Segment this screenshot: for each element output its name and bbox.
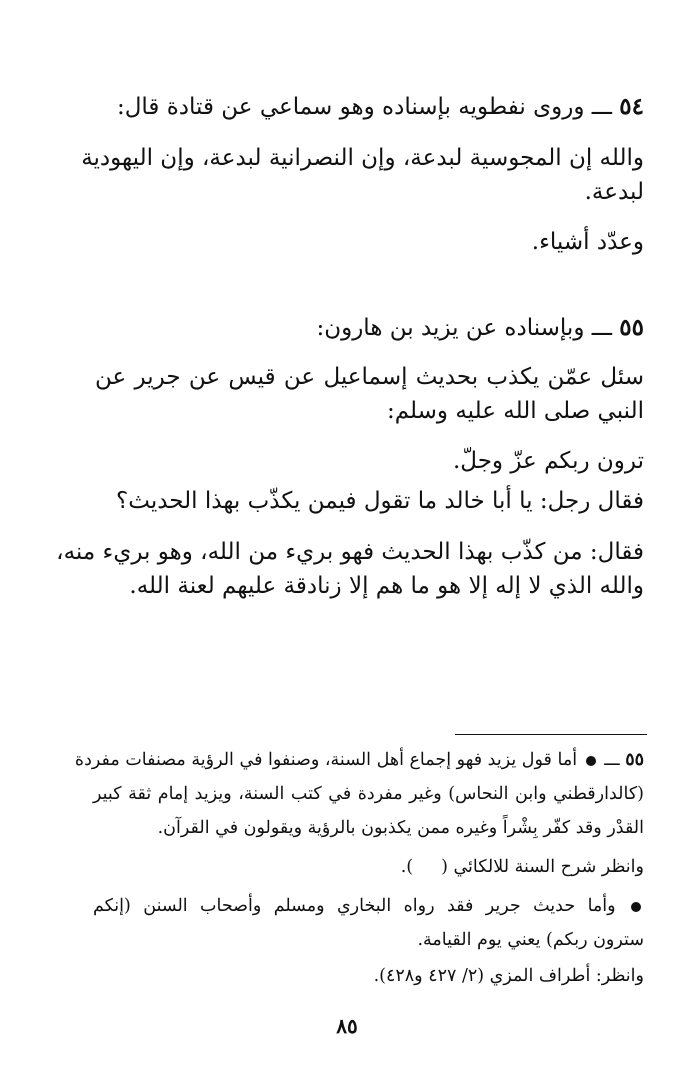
footnote-55-p2-close: ).	[400, 857, 414, 877]
narration-54-number: ٥٤	[619, 93, 644, 120]
footnote-55-p1-line-3: القدْر وقد كفّر بِشْراً وغيره ممن يكذبون بالرؤية ويقولون في القرآن.	[157, 818, 644, 838]
footnote-55-number: ٥٥	[625, 750, 644, 770]
narration-54-text: وروى نفطويه بإسناده وهو سماعي عن قتادة قال:	[116, 94, 585, 120]
page-number: ٨٥	[336, 1014, 358, 1038]
narration-54-dash: ـــ	[591, 94, 612, 120]
quote-55-line-4: فقال رجل: يا أبا خالد ما تقول فيمن يكذّب بهذا الحديث؟	[116, 488, 644, 514]
quote-55-line-5: فقال: من كذّب بهذا الحديث فهو بريء من الله، وهو بريء منه،	[56, 539, 644, 565]
footnote-separator	[455, 734, 647, 735]
quote-54-line-1: والله إن المجوسية لبدعة، وإن النصرانية لبدعة، وإن اليهودية	[81, 145, 644, 171]
narration-55-heading	[316, 313, 644, 343]
footnote-55-dash: ـــ	[604, 750, 620, 770]
footnote-55-p3-line-1	[93, 894, 644, 918]
footnote-55-p3-line-1-text: وأما حديث جرير فقد رواه البخاري ومسلم وأصحاب السنن (إنكم	[93, 896, 616, 916]
quote-54-line-2: لبدعة.	[584, 179, 644, 205]
quote-54-line-3: وعدّد أشياء.	[531, 229, 644, 255]
footnote-55-p2-text: وانظر شرح السنة للالكائي (	[441, 857, 644, 877]
narration-54-heading	[117, 92, 644, 122]
footnote-55-p1-line-2: (كالدارقطني وابن النحاس) وغير مفردة في كتب السنة، ويزيد إمام ثقة كبير	[93, 784, 644, 804]
bullet-icon	[586, 756, 596, 766]
narration-55-number: ٥٥	[619, 314, 644, 341]
footnote-55-p2	[401, 855, 644, 879]
quote-55-line-1: سئل عمّن يكذب بحديث إسماعيل عن قيس عن جرير عن	[95, 364, 644, 390]
quote-55-line-2: النبي صلى الله عليه وسلم:	[386, 398, 644, 424]
footnote-55-p1-line-1: أما قول يزيد فهو إجماع أهل السنة، وصنفوا في الرؤية مصنفات مفردة	[74, 750, 578, 770]
quote-55-line-3: ترون ربكم عزّ وجلّ.	[452, 448, 644, 474]
quote-55-line-6: والله الذي لا إله إلا هو ما هم إلا زنادقة عليهم لعنة الله.	[129, 573, 644, 599]
narration-55-text: وبإسناده عن يزيد بن هارون:	[316, 315, 585, 341]
narration-55-dash: ـــ	[591, 315, 612, 341]
footnote-55-p4: وانظر: أطراف المزي (٢/ ٤٢٧ و٤٢٨).	[373, 966, 644, 986]
footnote-55-p3-line-2: سترون ربكم) يعني يوم القيامة.	[417, 930, 644, 950]
bullet-icon	[631, 902, 641, 912]
footnote-55-line-1	[74, 748, 644, 772]
